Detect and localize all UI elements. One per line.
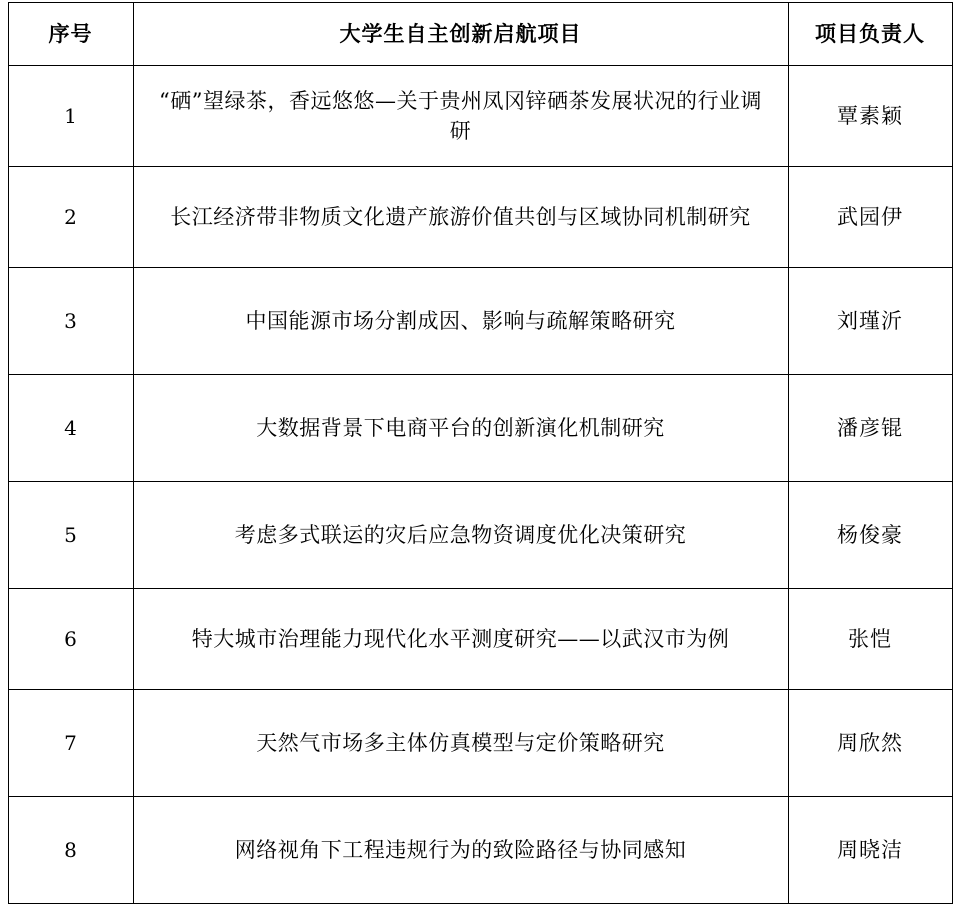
row-number: 4 [8,375,133,482]
row-project-title: 网络视角下工程违规行为的致险路径与协同感知 [133,797,788,904]
row-number: 6 [8,589,133,690]
row-project-leader: 张恺 [788,589,952,690]
column-header-no: 序号 [8,3,133,66]
column-header-title: 大学生自主创新启航项目 [133,3,788,66]
table-header-row [8,3,952,66]
row-project-leader: 周欣然 [788,690,952,797]
table-row [8,797,952,904]
row-project-leader: 刘瑾沂 [788,268,952,375]
table-row [8,690,952,797]
row-project-title: 长江经济带非物质文化遗产旅游价值共创与区域协同机制研究 [133,167,788,268]
row-project-leader: 武园伊 [788,167,952,268]
row-project-leader: 潘彦锟 [788,375,952,482]
row-project-title: 大数据背景下电商平台的创新演化机制研究 [133,375,788,482]
table-body [8,66,952,904]
column-header-leader: 项目负责人 [788,3,952,66]
row-number: 8 [8,797,133,904]
row-number: 7 [8,690,133,797]
table-row [8,268,952,375]
row-number: 1 [8,66,133,167]
row-project-title: “硒”望绿茶，香远悠悠—关于贵州凤冈锌硒茶发展状况的行业调研 [133,66,788,167]
row-project-leader: 覃素颖 [788,66,952,167]
table-row [8,66,952,167]
project-table [8,2,953,904]
table-header [8,3,952,66]
row-project-title: 考虑多式联运的灾后应急物资调度优化决策研究 [133,482,788,589]
row-number: 3 [8,268,133,375]
row-project-title: 天然气市场多主体仿真模型与定价策略研究 [133,690,788,797]
table-row [8,167,952,268]
row-project-leader: 杨俊豪 [788,482,952,589]
row-project-title: 特大城市治理能力现代化水平测度研究——以武汉市为例 [133,589,788,690]
row-number: 2 [8,167,133,268]
table-row [8,482,952,589]
row-number: 5 [8,482,133,589]
row-project-leader: 周晓洁 [788,797,952,904]
table-row [8,589,952,690]
row-project-title: 中国能源市场分割成因、影响与疏解策略研究 [133,268,788,375]
table-row [8,375,952,482]
